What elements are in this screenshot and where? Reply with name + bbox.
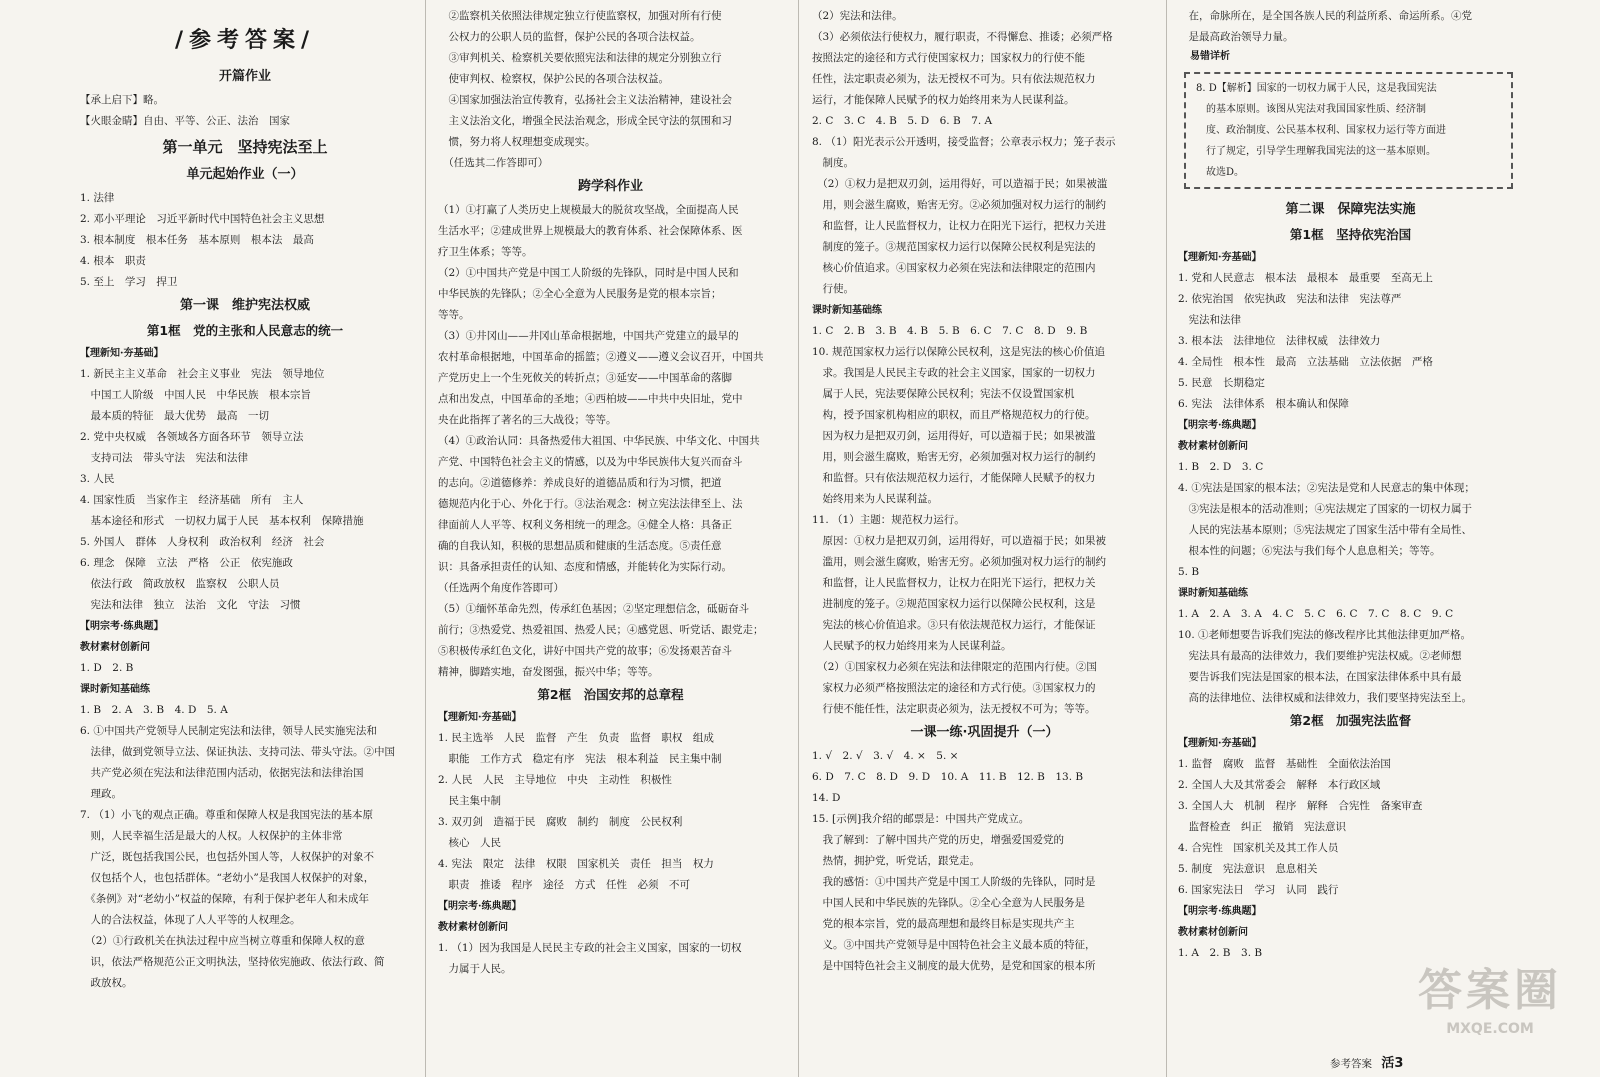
answer-line: ③宪法是根本的活动准则；④宪法规定了国家的一切权力属于 [1178, 503, 1472, 515]
answer-line: 宪法和法律 独立 法治 文化 守法 习惯 [80, 599, 301, 611]
answer-line: 1. A 2. A 3. A 4. C 5. C 6. C 7. C 8. C 9. C [1178, 608, 1454, 620]
answer-line: 则，人民幸福生活是最大的人权。人权保护的主体非常 [80, 830, 343, 842]
answer-line: 7. （1）小飞的观点正确。尊重和保障人权是我国宪法的基本原 [80, 809, 374, 821]
answer-line: 【承上启下】略。 [80, 94, 164, 106]
answer-line: 和监督。只有依法规范权力运行，才能保障人民赋予的权力 [812, 472, 1096, 484]
section-tag: 【明宗考·练典题】 [438, 901, 522, 912]
answer-line: 1. √ 2. √ 3. √ 4. × 5. × [812, 750, 959, 762]
answer-line: 监督检查 纠正 撤销 宪法意识 [1178, 821, 1346, 833]
answer-line: 1. C 2. B 3. B 4. B 5. B 6. C 7. C 8. D 9. B [812, 325, 1088, 337]
subsection-tag: 教材素材创新问 [1178, 441, 1248, 452]
answer-line: 14. D [812, 792, 841, 804]
answer-line: 4. 国家性质 当家作主 经济基础 所有 主人 [80, 494, 304, 506]
section-heading: 单元起始作业（一） [186, 167, 304, 182]
answer-line: 3. 根本制度 根本任务 基本原则 根本法 最高 [80, 234, 314, 246]
answer-column-4 [1178, 6, 1523, 1077]
answer-line: 农村革命根据地，中国革命的摇篮；②遵义——遵义会议召开，中国共 [438, 351, 764, 363]
section-tag: 【理新知·夯基础】 [438, 712, 522, 723]
answer-line: 基本途径和形式 一切权力属于人民 基本权利 保障措施 [80, 515, 364, 527]
answer-line: 宪法和法律 [1178, 314, 1241, 326]
answer-line: 用，则会滋生腐败，贻害无穷。②必须加强对权力运行的制约 [812, 199, 1106, 211]
note-line: 故选D。 [1196, 167, 1245, 178]
answer-line: （3）①井冈山——井冈山革命根据地，中国共产党建立的最早的 [438, 330, 739, 342]
note-line: 行了规定，引导学生理解我国宪法的这一基本原则。 [1196, 146, 1436, 157]
answer-line: 属于人民，宪法要保障公民权利；宪法不仅设置国家机 [812, 388, 1075, 400]
watermark-text: 答案圈 [1418, 965, 1562, 1016]
section-heading: 开篇作业 [218, 69, 271, 84]
answer-line: 3. 双刃剑 造福于民 腐败 制约 制度 公民权利 [438, 816, 683, 828]
answer-line: 疗卫生体系；等等。 [438, 246, 533, 258]
answer-line: 德规范内化于心、外化于行。③法治观念：树立宪法法律至上、法 [438, 498, 743, 510]
subsection-heading: 第2框 治国安邦的总章程 [537, 687, 684, 702]
answer-line: 2. 依宪治国 依宪执政 宪法和法律 宪法尊严 [1178, 293, 1402, 305]
page-footer [1330, 1052, 1403, 1071]
answer-line: （2）①国家权力必须在宪法和法律限定的范围内行使。②国 [812, 661, 1097, 673]
answer-line: 法律，做到党领导立法、保证执法、支持司法、带头守法。②中国 [80, 746, 395, 758]
answer-line: 广泛，既包括我国公民，也包括外国人等，人权保护的对象不 [80, 851, 374, 863]
note-line: 8. D【解析】国家的一切权力属于人民，这是我国宪法 [1196, 83, 1437, 94]
answer-line: 产党、中国特色社会主义的情感，以及为中华民族伟大复兴而奋斗 [438, 456, 743, 468]
answer-line: 根本性的问题；⑥宪法与我们每个人息息相关；等等。 [1178, 545, 1441, 557]
subsection-tag: 教材素材创新问 [80, 642, 150, 653]
answer-line: 3. 人民 [80, 473, 115, 485]
section-tag: 【理新知·夯基础】 [1178, 738, 1262, 749]
answer-line: 2. C 3. C 4. B 5. D 6. B 7. A [812, 115, 993, 127]
answer-line: 惯，努力将人权理想变成现实。 [438, 136, 596, 148]
answer-line: 制度的笼子。③规范国家权力运行以保障公民权利是宪法的 [812, 241, 1096, 253]
note-title: 易错详析 [1190, 51, 1230, 62]
page-number: 活3 [1381, 1056, 1404, 1071]
answer-line: 最本质的特征 最大优势 最高 一切 [80, 410, 269, 422]
subsection-heading: 第1框 党的主张和人民意志的统一 [146, 323, 344, 338]
answer-line: 8. （1）阳光表示公开透明，接受监督；公章表示权力；笼子表示 [812, 136, 1116, 148]
answer-line: 律面前人人平等、权利义务相统一的理念。④健全人格：具备正 [438, 519, 732, 531]
subsection-tag: 教材素材创新问 [1178, 927, 1248, 938]
answer-line: 滥用，则会滋生腐败，贻害无穷。必须加强对权力运行的制约 [812, 556, 1106, 568]
answer-line: 4. 宪法 限定 法律 权限 国家机关 责任 担当 权力 [438, 858, 714, 870]
answer-line: 1. D 2. B [80, 662, 134, 674]
answer-line: 4. 全局性 根本性 最高 立法基础 立法依据 严格 [1178, 356, 1433, 368]
answer-line: 仅包括个人，也包括群体。“老幼小”是我国人权保护的对象， [80, 872, 375, 884]
answer-line: 1. 法律 [80, 192, 115, 204]
answer-line: 前行；③热爱党、热爱祖国、热爱人民；④感党恩、听党话、跟党走； [438, 624, 764, 636]
note-line: 度、政治制度、公民基本权利、国家权力运行等方面进 [1196, 125, 1446, 136]
subsection-tag: 课时新知基础练 [812, 305, 882, 316]
section-heading: 第二课 保障宪法实施 [1285, 202, 1416, 217]
subsection-heading: 第1框 坚持依宪治国 [1289, 227, 1412, 242]
section-tag: 【明宗考·练典题】 [1178, 420, 1262, 431]
page-banner: /参考答案/ [174, 28, 316, 53]
answer-line: 识：具备承担责任的认知、态度和情感，并能转化为实际行动。 [438, 561, 732, 573]
answer-line: 2. 党中央权威 各领域各方面各环节 领导立法 [80, 431, 304, 443]
answer-line: （任选其二作答即可） [438, 157, 549, 169]
section-tag: 【理新知·夯基础】 [1178, 252, 1262, 263]
answer-line: 人的合法权益，体现了人人平等的人权理念。 [80, 914, 301, 926]
answer-line: 1. B 2. A 3. B 4. D 5. A [80, 704, 228, 716]
answer-line: 民主集中制 [438, 795, 501, 807]
answer-line: ②监察机关依照法律规定独立行使监察权，加强对所有行使 [438, 10, 722, 22]
answer-line: 宪法具有最高的法律效力，我们要维护宪法权威。②老师想 [1178, 650, 1462, 662]
answer-line: 2. 全国人大及其常委会 解释 本行政区域 [1178, 779, 1381, 791]
answer-line: 政放权。 [80, 977, 133, 989]
answer-line: 10. ①老师想要告诉我们宪法的修改程序比其他法律更加严格。 [1178, 629, 1472, 641]
answer-line: 义。③中国共产党领导是中国特色社会主义最本质的特征， [812, 939, 1096, 951]
answer-line: 家权力必须严格按照法定的途径和方式行使。③国家权力的 [812, 682, 1096, 694]
answer-line: 宪法的核心价值追求。③只有依法规范权力运行，才能保证 [812, 619, 1096, 631]
answer-line: 6. D 7. C 8. D 9. D 10. A 11. B 12. B 13. B [812, 771, 1084, 783]
answer-line: 1. 监督 腐败 监督 基础性 全面依法治国 [1178, 758, 1391, 770]
answer-line: 进制度的笼子。②规范国家权力运行以保障公民权利，这是 [812, 598, 1096, 610]
column-divider [425, 0, 426, 1077]
answer-line: 公权力的公职人员的监督，保护公民的各项合法权益。 [438, 31, 701, 43]
answer-line: 1. 新民主主义革命 社会主义事业 宪法 领导地位 [80, 368, 325, 380]
answer-line: 11. （1）主题：规范权力运行。 [812, 514, 965, 526]
answer-line: ③审判机关、检察机关要依照宪法和法律的规定分别独立行 [438, 52, 722, 64]
note-line: 的基本原则。该图从宪法对我国国家性质、经济制 [1196, 104, 1426, 115]
answer-line: 1. 民主选举 人民 监督 产生 负责 监督 职权 组成 [438, 732, 714, 744]
answer-line: 产党历史上一个生死攸关的转折点；③延安——中国革命的落脚 [438, 372, 732, 384]
answer-line: 主义法治文化，增强全民法治观念，形成全民守法的氛围和习 [438, 115, 732, 127]
answer-line: 职责 推诿 程序 途径 方式 任性 必须 不可 [438, 879, 690, 891]
answer-line: 行使不能任性，法定职责必须为，法无授权不可为；等等。 [812, 703, 1096, 715]
answer-line: 点和出发点，中国革命的圣地；④西柏坡——中共中央旧址，党中 [438, 393, 743, 405]
unit-heading: 第一单元 坚持宪法至上 [162, 138, 328, 156]
answer-line: 是最高政治领导力量。 [1178, 31, 1294, 43]
answer-line: 用，则会滋生腐败，贻害无穷，必须加强对权力运行的制约 [812, 451, 1096, 463]
answer-line: 制度。 [812, 157, 854, 169]
answer-column-1 [80, 6, 410, 1077]
answer-line: 6. ①中国共产党领导人民制定宪法和法律，领导人民实施宪法和 [80, 725, 377, 737]
answer-line: （任选两个角度作答即可） [438, 582, 564, 594]
answer-line: 3. 全国人大 机制 程序 解释 合宪性 备案审查 [1178, 800, 1423, 812]
answer-line: 等等。 [438, 309, 470, 321]
answer-line: 力属于人民。 [438, 963, 512, 975]
answer-line: 在，命脉所在，是全国各族人民的利益所系、命运所系。④党 [1178, 10, 1472, 22]
answer-line: 1. A 2. B 3. B [1178, 947, 1263, 959]
section-heading: 跨学科作业 [577, 179, 643, 194]
answer-line: 4. ①宪法是国家的根本法；②宪法是党和人民意志的集中体现； [1178, 482, 1475, 494]
subsection-tag: 教材素材创新问 [438, 922, 508, 933]
error-analysis-box [1184, 72, 1513, 189]
column-divider [1166, 0, 1167, 1077]
column-divider [798, 0, 799, 1077]
answer-line: 和监督，让人民监督权力，让权力在阳光下运行，把权力关进 [812, 220, 1106, 232]
answer-line: 因为权力是把双刃剑，运用得好，可以造福于民；如果被滥 [812, 430, 1096, 442]
answer-line: ④国家加强法治宣传教育，弘扬社会主义法治精神，建设社会 [438, 94, 732, 106]
answer-line: 中国人民和中华民族的先锋队。②全心全意为人民服务是 [812, 897, 1085, 909]
answer-line: 的志向。②道德修养：养成良好的道德品质和行为习惯，把道 [438, 477, 722, 489]
answer-line: 任性，法定职责必须为，法无授权不可为。只有依法规范权力 [812, 73, 1096, 85]
answer-line: 央在此指挥了著名的三大战役；等等。 [438, 414, 617, 426]
section-heading: 第一课 维护宪法权威 [179, 298, 310, 313]
section-heading: 一课一练·巩固提升（一） [910, 725, 1059, 740]
answer-line: 1. 党和人民意志 根本法 最根本 最重要 至高无上 [1178, 272, 1433, 284]
answer-line: 4. 合宪性 国家机关及其工作人员 [1178, 842, 1339, 854]
section-tag: 【明宗考·练典题】 [1178, 906, 1262, 917]
answer-line: 5. 外国人 群体 人身权利 政治权利 经济 社会 [80, 536, 325, 548]
answer-line: 原因：①权力是把双刃剑，运用得好，可以造福于民；如果被 [812, 535, 1106, 547]
answer-line: 精神，脚踏实地，奋发图强，振兴中华；等等。 [438, 666, 659, 678]
subsection-tag: 课时新知基础练 [80, 684, 150, 695]
answer-line: 5. 民意 长期稳定 [1178, 377, 1265, 389]
answer-line: 支持司法 带头守法 宪法和法律 [80, 452, 248, 464]
answer-line: 我的感悟：①中国共产党是中国工人阶级的先锋队，同时是 [812, 876, 1096, 888]
answer-line: 6. 国家宪法日 学习 认同 践行 [1178, 884, 1339, 896]
answer-line: 依法行政 简政放权 监察权 公职人员 [80, 578, 280, 590]
answer-line: 5. 制度 宪法意识 息息相关 [1178, 863, 1318, 875]
answer-line: 中国工人阶级 中国人民 中华民族 根本宗旨 [80, 389, 311, 401]
answer-line: 共产党必须在宪法和法律范围内活动，依据宪法和法律治国 [80, 767, 364, 779]
subsection-tag: 课时新知基础练 [1178, 588, 1248, 599]
answer-line: 热情，拥护党，听党话，跟党走。 [812, 855, 980, 867]
answer-line: 是中国特色社会主义制度的最大优势，是党和国家的根本所 [812, 960, 1096, 972]
answer-line: 1. B 2. D 3. C [1178, 461, 1264, 473]
answer-line: 运行，才能保障人民赋予的权力始终用来为人民谋利益。 [812, 94, 1075, 106]
subsection-heading: 第2框 加强宪法监督 [1289, 713, 1412, 728]
answer-line: 求。我国是人民民主专政的社会主义国家，国家的一切权力 [812, 367, 1096, 379]
answer-line: 1. （1）因为我国是人民民主专政的社会主义国家，国家的一切权 [438, 942, 742, 954]
answer-line: 5. B [1178, 566, 1200, 578]
answer-line: 要告诉我们宪法是国家的根本法，在国家法律体系中具有最 [1178, 671, 1462, 683]
footer-label: 参考答案 [1330, 1058, 1372, 1070]
answer-line: 《条例》对“老幼小”权益的保障，有利于保护老年人和未成年 [80, 893, 369, 905]
answer-line: ⑤积极传承红色文化，讲好中国共产党的故事；⑥发扬艰苦奋斗 [438, 645, 732, 657]
answer-line: 我了解到：了解中国共产党的历史，增强爱国爱党的 [812, 834, 1064, 846]
answer-line: 行使。 [812, 283, 854, 295]
answer-line: 3. 根本法 法律地位 法律权威 法律效力 [1178, 335, 1381, 347]
answer-line: 理政。 [80, 788, 122, 800]
answer-line: 确的自我认知，积极的思想品质和健康的生活态度。⑤责任意 [438, 540, 722, 552]
answer-line: 6. 理念 保障 立法 严格 公正 依宪施政 [80, 557, 293, 569]
answer-line: 核心 人民 [438, 837, 501, 849]
answer-line: （5）①缅怀革命先烈，传承红色基因；②坚定理想信念，砥砺奋斗 [438, 603, 750, 615]
answer-line: 和监督，让人民监督权力，让权力在阳光下运行，把权力关 [812, 577, 1096, 589]
answer-line: 使审判权、检察权，保护公民的各项合法权益。 [438, 73, 669, 85]
answer-line: 10. 规范国家权力运行以保障公民权利，这是宪法的核心价值追 [812, 346, 1106, 358]
answer-line: （2）①权力是把双刃剑，运用得好，可以造福于民；如果被滥 [812, 178, 1108, 190]
answer-line: 职能 工作方式 稳定有序 宪法 根本利益 民主集中制 [438, 753, 722, 765]
answer-line: 2. 人民 人民 主导地位 中央 主动性 积极性 [438, 774, 672, 786]
answer-line: 人民赋予的权力始终用来为人民谋利益。 [812, 640, 1012, 652]
answer-line: 党的根本宗旨，党的最高理想和最终目标是实现共产主 [812, 918, 1075, 930]
answer-line: 4. 根本 职责 [80, 255, 146, 267]
answer-line: 识，依法严格规范公正文明执法，坚持依宪施政、依法行政、简 [80, 956, 385, 968]
answer-line: （1）①打赢了人类历史上规模最大的脱贫攻坚战，全面提高人民 [438, 204, 739, 216]
site-watermark [1404, 962, 1576, 1058]
answer-line: 人民的宪法基本原则；⑤宪法规定了国家生活中带有全局性、 [1178, 524, 1472, 536]
answer-line: 15. [示例]我介绍的邮票是：中国共产党成立。 [812, 813, 1030, 825]
answer-column-2 [438, 6, 783, 1077]
answer-line: 高的法律地位、法律权威和法律效力，我们要坚持宪法至上。 [1178, 692, 1472, 704]
answer-line: 按照法定的途径和方式行使国家权力；国家权力的行使不能 [812, 52, 1085, 64]
answer-line: 核心价值追求。④国家权力必须在宪法和法律限定的范围内 [812, 262, 1096, 274]
answer-line: 生活水平；②建成世界上规模最大的教育体系、社会保障体系、医 [438, 225, 743, 237]
answer-line: （2）①中国共产党是中国工人阶级的先锋队，同时是中国人民和 [438, 267, 739, 279]
answer-line: 6. 宪法 法律体系 根本确认和保障 [1178, 398, 1349, 410]
answer-line: （3）必须依法行使权力，履行职责，不得懈怠、推诿；必须严格 [812, 31, 1113, 43]
answer-line: （2）①行政机关在执法过程中应当树立尊重和保障人权的意 [80, 935, 365, 947]
answer-line: 【火眼金睛】自由、平等、公正、法治 国家 [80, 115, 290, 127]
answer-line: 始终用来为人民谋利益。 [812, 493, 938, 505]
answer-line: （4）①政治认同：具备热爱伟大祖国、中华民族、中华文化、中国共 [438, 435, 760, 447]
answer-line: （2）宪法和法律。 [812, 10, 903, 22]
answer-line: 2. 邓小平理论 习近平新时代中国特色社会主义思想 [80, 213, 325, 225]
watermark-url: MXQE.COM [1446, 1021, 1534, 1037]
answer-line: 构，授予国家机构相应的职权，而且严格规范权力的行使。 [812, 409, 1096, 421]
section-tag: 【明宗考·练典题】 [80, 621, 164, 632]
answer-line: 5. 至上 学习 捍卫 [80, 276, 178, 288]
answer-column-3 [812, 6, 1157, 1077]
answer-line: 中华民族的先锋队；②全心全意为人民服务是党的根本宗旨； [438, 288, 722, 300]
section-tag: 【理新知·夯基础】 [80, 348, 164, 359]
